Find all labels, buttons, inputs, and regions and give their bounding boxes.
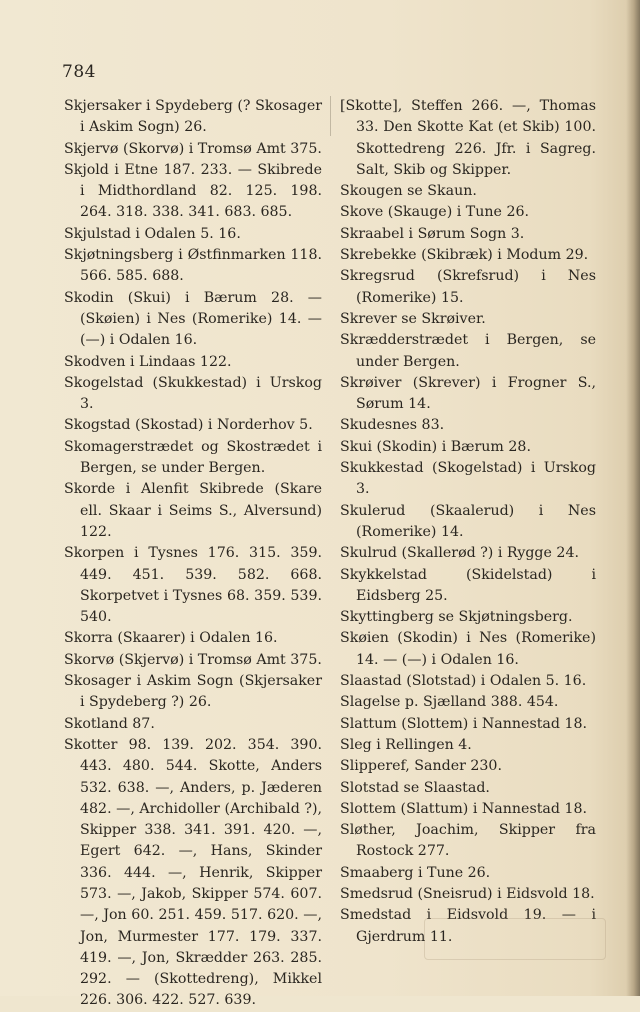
index-entry: Skorvø (Skjervø) i Tromsø Amt 375.: [64, 651, 322, 668]
index-column-right: [340, 96, 596, 948]
index-entry: Skrever se Skrøiver.: [340, 310, 486, 327]
index-entry: Smaaberg i Tune 26.: [340, 864, 491, 881]
index-entry: Skjulstad i Odalen 5. 16.: [64, 225, 241, 242]
index-entry: Skregsrud (Skrefsrud) i Nes (Romerike) 15.: [340, 268, 596, 306]
index-entry: Skyttingberg se Skjøtningsberg.: [340, 609, 573, 626]
index-entry: Skodin (Skui) i Bærum 28. — (Skøien) i Nes (Romerike) 14. — (—) i Odalen 16.: [64, 289, 322, 349]
index-entry: Slipperef, Sander 230.: [340, 758, 502, 775]
index-entry: Skykkelstad (Skidelstad) i Eidsberg 25.: [340, 566, 596, 604]
index-entry: Slotstad se Slaastad.: [340, 779, 490, 796]
index-entry: Skosager i Askim Sogn (Skjersaker i Spydeberg ?) 26.: [64, 673, 322, 711]
index-entry: Skorra (Skaarer) i Odalen 16.: [64, 630, 278, 647]
index-entry: Sleg i Rellingen 4.: [340, 736, 472, 753]
index-entry: Slottem (Slattum) i Nannestad 18.: [340, 800, 588, 817]
index-entry: Skotland 87.: [64, 715, 155, 732]
index-entry: Skjersaker i Spydeberg (? Skosager i Askim Sogn) 26.: [64, 98, 322, 136]
index-entry: Skove (Skauge) i Tune 26.: [340, 204, 530, 221]
index-entry: [Skotte], Steffen 266. —, Thomas 33. Den Skotte Kat (et Skib) 100. Skottedreng 226. Jfr. i Sagreg. Salt, Skib og Skipper.: [340, 98, 596, 178]
index-entry: Sløther, Joachim, Skipper fra Rostock 277.: [340, 822, 596, 860]
index-entry: Skodven i Lindaas 122.: [64, 353, 232, 370]
index-entry: Skjervø (Skorvø) i Tromsø Amt 375.: [64, 140, 322, 157]
index-entry: Skougen se Skaun.: [340, 183, 477, 200]
index-entry: Skui (Skodin) i Bærum 28.: [340, 438, 531, 455]
page-number: 784: [62, 62, 96, 82]
index-entry: Slaastad (Slotstad) i Odalen 5. 16.: [340, 673, 587, 690]
index-entry: Smedstad i Eidsvold 19. — i Gjerdrum 11.: [340, 907, 596, 945]
index-entry: Skogstad (Skostad) i Norderhov 5.: [64, 417, 313, 434]
index-entry: Skrebekke (Skibræk) i Modum 29.: [340, 247, 589, 264]
index-entry: Skudesnes 83.: [340, 417, 445, 434]
index-entry: Skrædderstrædet i Bergen, se under Bergen.: [340, 332, 596, 370]
index-entry: Skjøtningsberg i Østfinmarken 118. 566. 585. 688.: [64, 247, 322, 285]
paper-stain: [424, 918, 606, 960]
index-entry: Skotter 98. 139. 202. 354. 390. 443. 480. 544. Skotte, Anders 532. 638. —, Anders, p. Jæderen 482. —, Archidoller (Archibald ?), Skipper 338. 341. 391. 420. —, Egert 642. —, Hans, Skinder 336. 444. —, Henrik, Skipper 573. —, Jakob, Skipper 574. 607. —, Jon 60. 251. 459. 517. 620. —, Jon, Murmester 177. 179. 337. 419. —, Jon, Skrædder 263. 285. 292. — (Skottedreng), Mikkel 226. 306. 422. 527. 639.: [64, 736, 322, 1009]
index-entry: Skjold i Etne 187. 233. — Skibrede i Midthordland 82. 125. 198. 264. 318. 338. 341. 683. 685.: [64, 161, 322, 221]
index-entry: Skrøiver (Skrever) i Frogner S., Sørum 14.: [340, 374, 596, 413]
index-entry: Skorpen i Tysnes 176. 315. 359. 449. 451. 539. 582. 668. Skorpetvet i Tysnes 68. 359. 539. 540.: [64, 545, 322, 626]
index-entry: Skorde i Alenfit Skibrede (Skare ell. Skaar i Seims S., Alversund) 122.: [64, 481, 322, 540]
index-entry: Skøien (Skodin) i Nes (Romerike) 14. — (—) i Odalen 16.: [340, 630, 596, 668]
index-column-left: [64, 96, 322, 1012]
column-divider: [330, 96, 331, 136]
page-edge-shadow: [626, 0, 640, 996]
index-entry: Skulrud (Skallerød ?) i Rygge 24.: [340, 545, 579, 562]
index-entry: Smedsrud (Sneisrud) i Eidsvold 18.: [340, 885, 595, 902]
index-entry: Skogelstad (Skukkestad) i Urskog 3.: [64, 374, 322, 413]
index-entry: Slattum (Slottem) i Nannestad 18.: [340, 715, 588, 732]
index-entry: Skukkestad (Skogelstad) i Urskog 3.: [340, 460, 596, 498]
index-entry: Skomagerstrædet og Skostrædet i Bergen, se under Bergen.: [64, 438, 322, 477]
index-entry: Slagelse p. Sjælland 388. 454.: [340, 694, 559, 711]
index-entry: Skulerud (Skaalerud) i Nes (Romerike) 14.: [340, 502, 596, 540]
index-entry: Skraabel i Sørum Sogn 3.: [340, 225, 525, 242]
